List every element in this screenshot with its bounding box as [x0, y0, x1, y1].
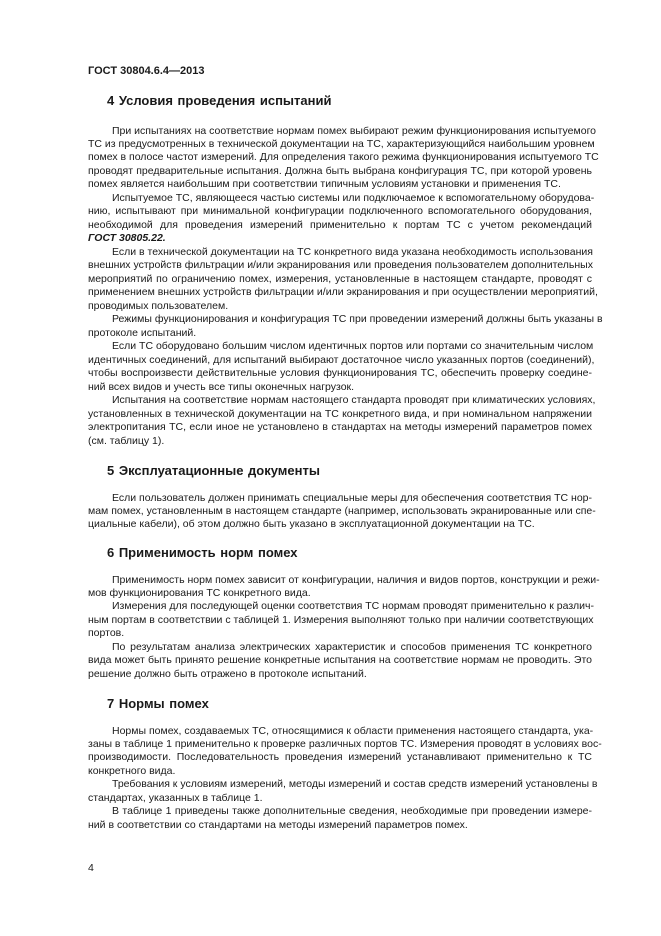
section-5-title: 5 Эксплуатационные документы: [107, 463, 320, 478]
text-line: необходимой для проведения измерений применительно к портам ТС с учетом рекомендаций: [88, 218, 592, 231]
text-line: ний всех видов и учесть все типы оконечных нагрузок.: [88, 380, 355, 393]
section-7-body: [88, 724, 602, 833]
text-line: ным портам в соответствии с таблицей 1. Измерения выполняют только при наличии соответствующих: [88, 613, 594, 626]
paragraph: [88, 340, 595, 394]
text-line: чтобы воспроизвести действительные условия функционирования ТС, обеспечить проверку соедине-: [88, 367, 592, 380]
text-line: вида может быть принято решение конкретные испытания на соответствие нормам не проводить. Это: [88, 654, 592, 667]
section-5-body: [88, 491, 596, 532]
text-line: Требования к условиям измерений, методы измерений и состав средств измерений установлены в: [112, 778, 598, 791]
text-line: Применимость норм помех зависит от конфигурации, наличия и видов портов, конструкции и режи-: [112, 573, 600, 586]
text-line: Если ТС оборудовано большим числом идентичных портов или портами со значительным числом: [112, 340, 594, 353]
text-line: Режимы функционирования и конфигурация ТС при проведении измерений должны быть указаны в: [112, 313, 603, 326]
text-line: ГОСТ 30805.22.: [88, 232, 166, 245]
text-line: нию, испытывают при минимальной конфигурации подключенного вспомогательного оборудования,: [88, 205, 592, 218]
text-line: проводимых пользователем.: [88, 299, 229, 312]
text-line: идентичных соединений, для испытаний выбирают достаточное число указанных портов (соединений),: [88, 353, 595, 366]
text-line: Испытания на соответствие нормам настоящего стандарта проводят при климатических условиях,: [112, 394, 596, 407]
text-line: стандартах, указанных в таблице 1.: [88, 791, 263, 804]
paragraph: [88, 724, 602, 779]
paragraph: [88, 641, 592, 681]
text-line: Нормы помех, создаваемых ТС, относящимися к области применения настоящего стандарта, ука-: [112, 724, 594, 737]
text-line: помех в полосе частот измерений. Для определения такого режима функционирования испытуемого ТС: [88, 151, 599, 164]
section-7-title: 7 Нормы помех: [107, 696, 209, 711]
text-line: Испытуемое ТС, являющееся частью системы или подключаемое к вспомогательному оборудова-: [112, 191, 595, 204]
text-line: В таблице 1 приведены также дополнительные сведения, необходимые при проведении измере-: [112, 805, 592, 818]
text-line: помех является наибольшим при соответствии типичным условиям установки и применения ТС.: [88, 178, 561, 191]
section-4-body: [88, 124, 603, 449]
text-line: применением внешних устройств фильтрации и/или экранирования и при осуществлении мероприятий,: [88, 286, 598, 299]
text-line: Если в технической документации на ТС конкретного вида указана необходимость использования: [112, 245, 593, 258]
text-line: циальные кабели), об этом должно быть указано в эксплуатационной документации на ТС.: [88, 518, 535, 531]
paragraph: [88, 778, 598, 805]
text-line: решение должно быть отражено в протоколе испытаний.: [88, 667, 367, 680]
paragraph: [88, 124, 599, 192]
text-line: ТС из предусмотренных в технической документации на ТС, характеризующийся наибольшим уровнем: [88, 137, 595, 150]
paragraph: [88, 313, 603, 340]
document-header: ГОСТ 30804.6.4—2013: [88, 65, 205, 77]
section-4-title: 4 Условия проведения испытаний: [107, 93, 332, 108]
text-line: проводят предварительные испытания. Должна быть выбрана конфигурация ТС, при которой уровень: [88, 164, 592, 177]
text-line: протоколе испытаний.: [88, 326, 197, 339]
text-line: производимости. Последовательность проведения измерений устанавливают применительно к ТС: [88, 751, 592, 764]
text-line: заны в таблице 1 применительно к проверке различных портов ТС. Измерения проводят в условиях вос-: [88, 737, 602, 750]
paragraph: [88, 491, 596, 532]
text-line: мам помех, установленным в настоящем стандарте (например, использовать экранированные или спе-: [88, 504, 596, 517]
text-line: При испытаниях на соответствие нормам помех выбирают режим функционирования испытуемого: [112, 124, 597, 137]
paragraph: [88, 394, 596, 448]
text-line: электропитания ТС, если иное не установлено в стандартах на методы измерений параметров помех: [88, 421, 592, 434]
paragraph: [88, 245, 598, 313]
text-line: мероприятий по ограничению помех, измерения, установленные в настоящем стандарте, проводят с: [88, 272, 592, 285]
text-line: портов.: [88, 627, 125, 640]
text-line: (см. таблицу 1).: [88, 434, 165, 447]
paragraph: [88, 191, 595, 246]
text-line: Если пользователь должен принимать специальные меры для обеспечения соответствия ТС нор-: [112, 491, 593, 504]
text-line: установленных в технической документации на ТС конкретного вида, и при номинальном напряжении: [88, 407, 592, 420]
section-6-body: [88, 573, 600, 682]
text-line: Измерения для последующей оценки соответствия ТС нормам проводят применительно к различ-: [112, 600, 594, 613]
paragraph: [88, 805, 592, 832]
paragraph: [88, 600, 592, 640]
text-line: По результатам анализа электрических характеристик и способов применения ТС конкретного: [112, 640, 592, 653]
text-line: ний в соответствии со стандартами на методы измерений параметров помех.: [88, 818, 468, 831]
text-line: конкретного вида.: [88, 764, 176, 777]
text-line: внешних устройств фильтрации и/или экранирования или проведения пользователем дополнительных: [88, 259, 593, 272]
paragraph: [88, 573, 600, 601]
text-line: мов функционирования ТС конкретного вида.: [88, 586, 311, 599]
page-number: 4: [88, 862, 94, 874]
section-6-title: 6 Применимость норм помех: [107, 545, 298, 560]
